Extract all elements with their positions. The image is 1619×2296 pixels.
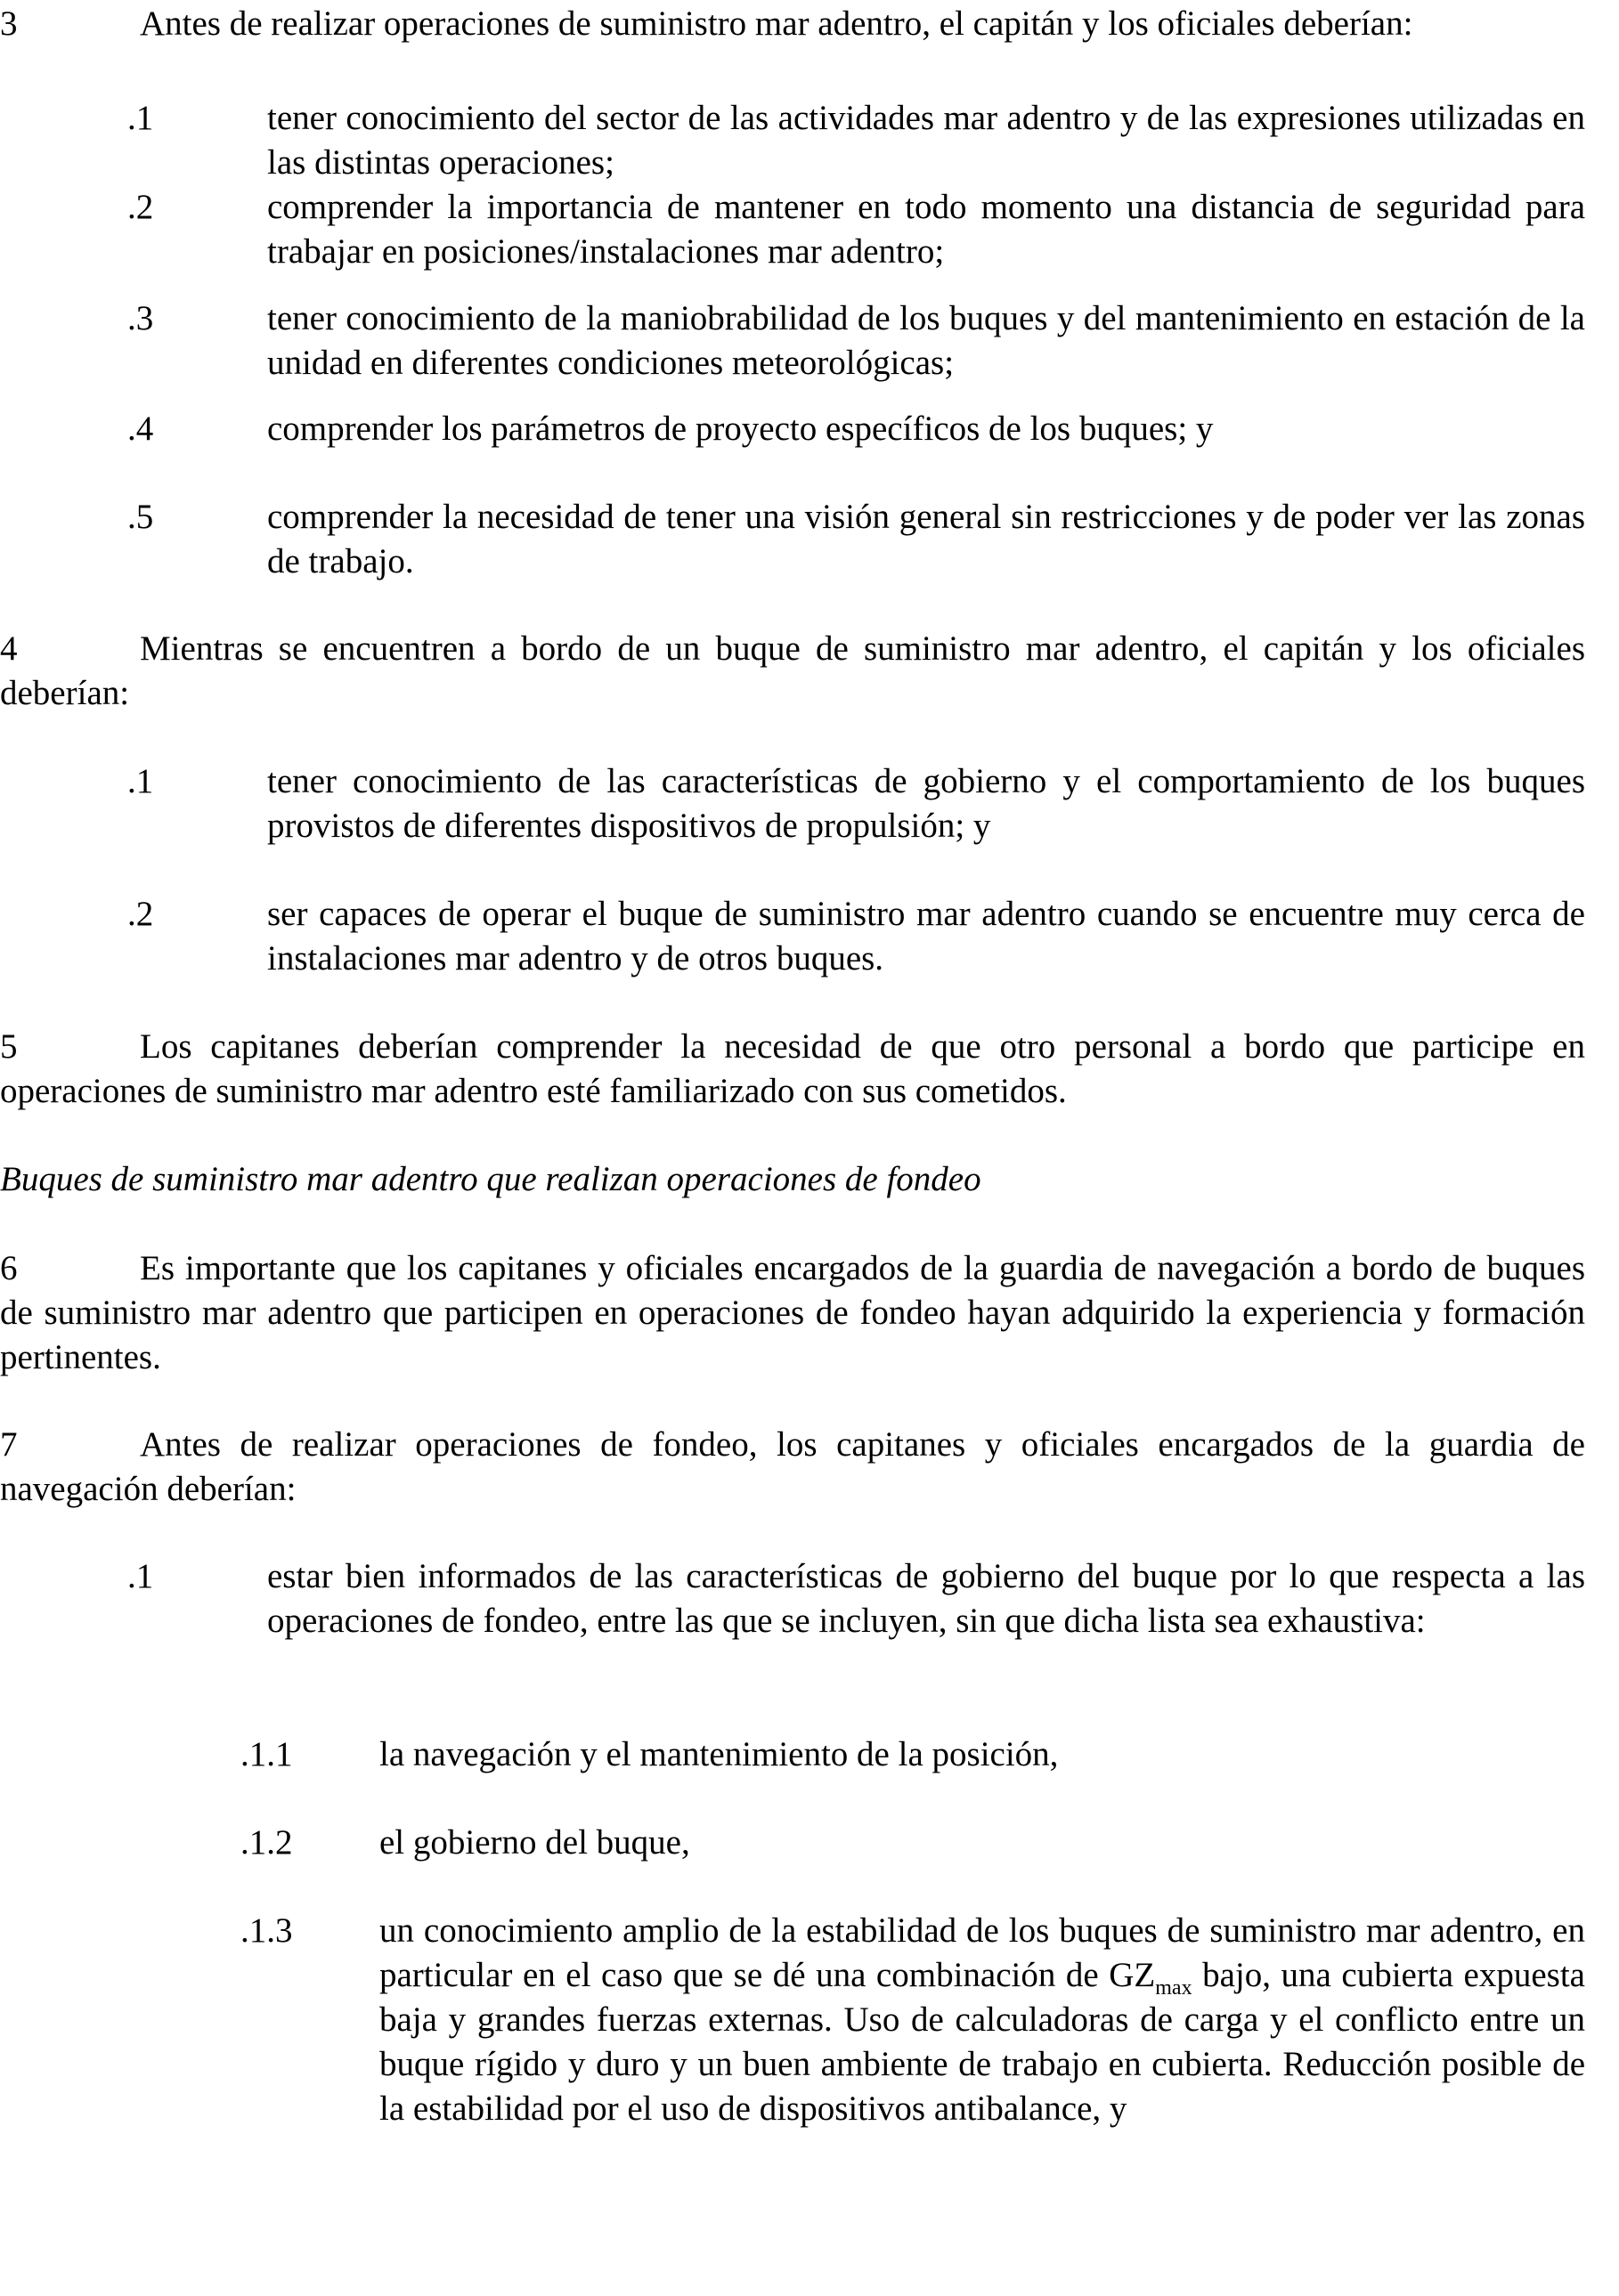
list-item-4-2: [127, 892, 1585, 981]
sub-item-number: .1.2: [240, 1823, 293, 1862]
sub-item-number: .1.1: [240, 1735, 293, 1773]
paragraph-text: Antes de realizar operaciones de fondeo, los capitanes y oficiales encargados de la guardia de navegación deberían:: [0, 1425, 1585, 1508]
sub-item-text-part-1: un conocimiento amplio de la estabilidad de los buques de suministro mar adentro, en particular en el caso que se dé una combinación de GZ: [379, 1911, 1585, 1994]
item-text: comprender la necesidad de tener una visión general sin restricciones y de poder ver las zonas de trabajo.: [267, 498, 1585, 580]
item-text: comprender los parámetros de proyecto específicos de los buques; y: [267, 410, 1214, 448]
paragraph-3: [0, 2, 1585, 46]
item-text: tener conocimiento de las características de gobierno y el comportamiento de los buques provistos de diferentes dispositivos de propulsión; y: [267, 762, 1585, 845]
section-heading: Buques de suministro mar adentro que realizan operaciones de fondeo: [0, 1160, 981, 1198]
sub-item-text-part-2: bajo, una cubierta expuesta baja y grandes fuerzas externas. Uso de calculadoras de carga y el conflicto entre un buque rígido y duro y un buen ambiente de trabajo en cubierta. Reducción posible de la estabilidad por el uso de dispositivos antibalance, y: [379, 1956, 1585, 2128]
item-number: .1: [127, 762, 154, 800]
sub-item-text: el gobierno del buque,: [379, 1823, 690, 1862]
sub-item-text: [379, 1909, 1585, 2131]
gz-max-subscript: max: [1155, 1976, 1192, 2000]
item-number: .3: [127, 299, 154, 337]
paragraph-6: [0, 1246, 1585, 1380]
paragraph-text: Mientras se encuentren a bordo de un buque de suministro mar adentro, el capitán y los oficiales deberían:: [0, 629, 1585, 712]
sub-item-text: la navegación y el mantenimiento de la posición,: [379, 1735, 1059, 1773]
sub-item-7-1-3: [240, 1909, 1585, 2131]
list-item-7-1: [127, 1554, 1585, 1643]
item-text: comprender la importancia de mantener en todo momento una distancia de seguridad para trabajar en posiciones/instalaciones mar adentro;: [267, 188, 1585, 271]
list-item-3-4: [127, 407, 1585, 451]
paragraph-text: Antes de realizar operaciones de suministro mar adentro, el capitán y los oficiales deberían:: [140, 4, 1413, 43]
paragraph-4: [0, 627, 1585, 716]
list-item-3-3: [127, 296, 1585, 385]
item-text: ser capaces de operar el buque de suministro mar adentro cuando se encuentre muy cerca de instalaciones mar adentro y de otros buques.: [267, 895, 1585, 978]
paragraph-text: Es importante que los capitanes y oficiales encargados de la guardia de navegación a bordo de buques de suministro mar adentro que participen en operaciones de fondeo hayan adquirido la experiencia y formación pertinentes.: [0, 1249, 1585, 1376]
item-number: .2: [127, 188, 154, 226]
item-number: .4: [127, 410, 154, 448]
item-number: .1: [127, 99, 154, 137]
sub-item-7-1-2: [240, 1821, 1585, 1865]
paragraph-7: [0, 1423, 1585, 1512]
paragraph-5: [0, 1025, 1585, 1114]
item-text: estar bien informados de las características de gobierno del buque por lo que respecta a las operaciones de fondeo, entre las que se incluyen, sin que dicha lista sea exhaustiva:: [267, 1557, 1585, 1640]
sub-item-number: .1.3: [240, 1911, 293, 1950]
item-number: .5: [127, 498, 154, 536]
item-number: .1: [127, 1557, 154, 1595]
paragraph-number: 7: [0, 1425, 18, 1464]
sub-item-7-1-1: [240, 1732, 1585, 1777]
paragraph-number: 3: [0, 4, 18, 43]
paragraph-number: 4: [0, 629, 18, 668]
list-item-3-1: [127, 96, 1585, 185]
item-text: tener conocimiento de la maniobrabilidad de los buques y del mantenimiento en estación de la unidad en diferentes condiciones meteorológicas;: [267, 299, 1585, 382]
list-item-3-5: [127, 495, 1585, 584]
list-item-3-2: [127, 185, 1585, 274]
paragraph-number: 6: [0, 1249, 18, 1287]
list-item-4-1: [127, 759, 1585, 848]
paragraph-number: 5: [0, 1027, 18, 1066]
paragraph-text: Los capitanes deberían comprender la necesidad de que otro personal a bordo que participe en operaciones de suministro mar adentro esté familiarizado con sus cometidos.: [0, 1027, 1585, 1110]
item-number: .2: [127, 895, 154, 933]
item-text: tener conocimiento del sector de las actividades mar adentro y de las expresiones utilizadas en las distintas operaciones;: [267, 99, 1585, 182]
